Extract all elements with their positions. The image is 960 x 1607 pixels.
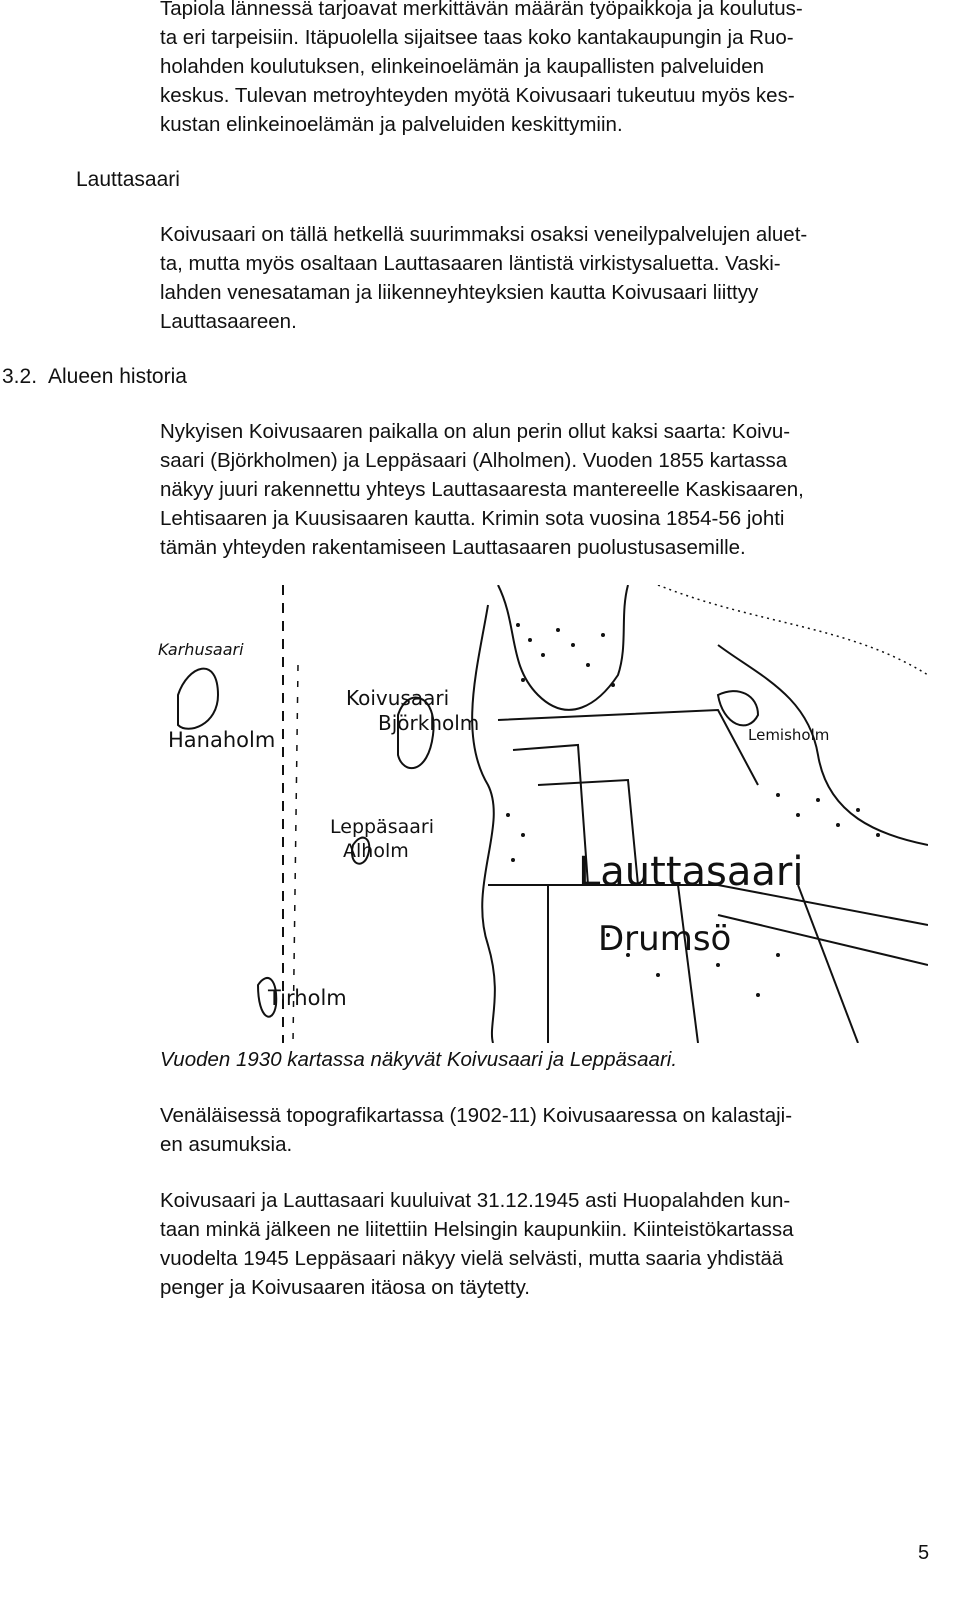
paragraph-line: ta eri tarpeisiin. Itäpuolella sijaitsee taas koko kantakaupungin ja Ruo-: [160, 26, 794, 49]
paragraph-line: taan minkä jälkeen ne liitettiin Helsingin kaupunkiin. Kiinteistökartassa: [160, 1218, 794, 1241]
page-number: 5: [918, 1542, 930, 1564]
map-label-lauttasaari: Lauttasaari: [578, 849, 804, 895]
section-number: 3.2.: [2, 365, 38, 388]
historic-map-1930: [158, 585, 928, 1043]
paragraph-lauttasaari: [160, 220, 940, 336]
map-label-leppasaari: Leppäsaari: [330, 816, 434, 838]
paragraph-line: Koivusaari ja Lauttasaari kuuluivat 31.12.1945 asti Huopalahden kun-: [160, 1189, 791, 1212]
map-label-lemisholm: Lemisholm: [748, 726, 830, 744]
map-label-tirholm: Tirholm: [268, 986, 347, 1010]
paragraph-line: näkyy juuri rakennettu yhteys Lauttasaaresta mantereelle Kaskisaaren,: [160, 478, 804, 501]
karhusaari-island: [178, 669, 218, 729]
paragraph-line: saari (Björkholmen) ja Leppäsaari (Alholmen). Vuoden 1855 kartassa: [160, 449, 788, 472]
paragraph-line: penger ja Koivusaaren itäosa on täytetty.: [160, 1276, 530, 1299]
paragraph-line: en asumuksia.: [160, 1133, 293, 1156]
paragraph-line: Venäläisessä topografikartassa (1902-11) Koivusaaressa on kalastaji-: [160, 1104, 793, 1127]
map-label-alholm: Alholm: [343, 840, 409, 862]
paragraph-line: Lauttasaareen.: [160, 310, 297, 333]
paragraph-line: vuodelta 1945 Leppäsaari näkyy vielä selvästi, mutta saaria yhdistää: [160, 1247, 784, 1270]
map-label-karhusaari: Karhusaari: [158, 640, 244, 659]
paragraph-topographic-map: [160, 1101, 940, 1159]
dotted-shore-arc: [658, 585, 928, 675]
map-label-drumso: Drumsö: [598, 919, 732, 959]
map-caption: Vuoden 1930 kartassa näkyvät Koivusaari ja Leppäsaari.: [160, 1048, 678, 1071]
section-title: Alueen historia: [48, 365, 187, 388]
paragraph-line: Nykyisen Koivusaaren paikalla on alun perin ollut kaksi saarta: Koivu-: [160, 420, 791, 443]
paragraph-line: ta, mutta myös osaltaan Lauttasaaren läntistä virkistysaluetta. Vaski-: [160, 252, 781, 275]
paragraph-municipality: [160, 1186, 940, 1302]
map-label-koivusaari: Koivusaari: [346, 686, 450, 710]
paragraph-line: holahden koulutuksen, elinkeinoelämän ja kaupallisten palveluiden: [160, 55, 765, 78]
paragraph-location: [160, 0, 940, 139]
map-label-hanaholm: Hanaholm: [168, 728, 276, 752]
paragraph-line: lahden venesataman ja liikenneyhteyksien kautta Koivusaari liittyy: [160, 281, 759, 304]
lauttasaari-shoreline: [498, 585, 628, 710]
map-label-bjorkholm: Björkholm: [378, 711, 480, 735]
paragraph-line: Tapiola lännessä tarjoavat merkittävän määrän työpaikkoja ja koulutus-: [160, 0, 803, 20]
paragraph-history: [160, 417, 940, 562]
paragraph-line: Koivusaari on tällä hetkellä suurimmaksi osaksi veneilypalvelujen aluet-: [160, 223, 808, 246]
sidebar-heading-lauttasaari: Lauttasaari: [76, 168, 180, 191]
paragraph-line: kustan elinkeinoelämän ja palveluiden keskittymiin.: [160, 113, 623, 136]
paragraph-line: keskus. Tulevan metroyhteyden myötä Koivusaari tukeutuu myös kes-: [160, 84, 795, 107]
paragraph-line: Lehtisaaren ja Kuusisaaren kautta. Krimin sota vuosina 1854-56 johti: [160, 507, 785, 530]
paragraph-line: tämän yhteyden rakentamiseen Lauttasaaren puolustusasemille.: [160, 536, 746, 559]
lauttasaari-east-shore: [718, 645, 928, 845]
lauttasaari-west-shore: [472, 605, 495, 1043]
